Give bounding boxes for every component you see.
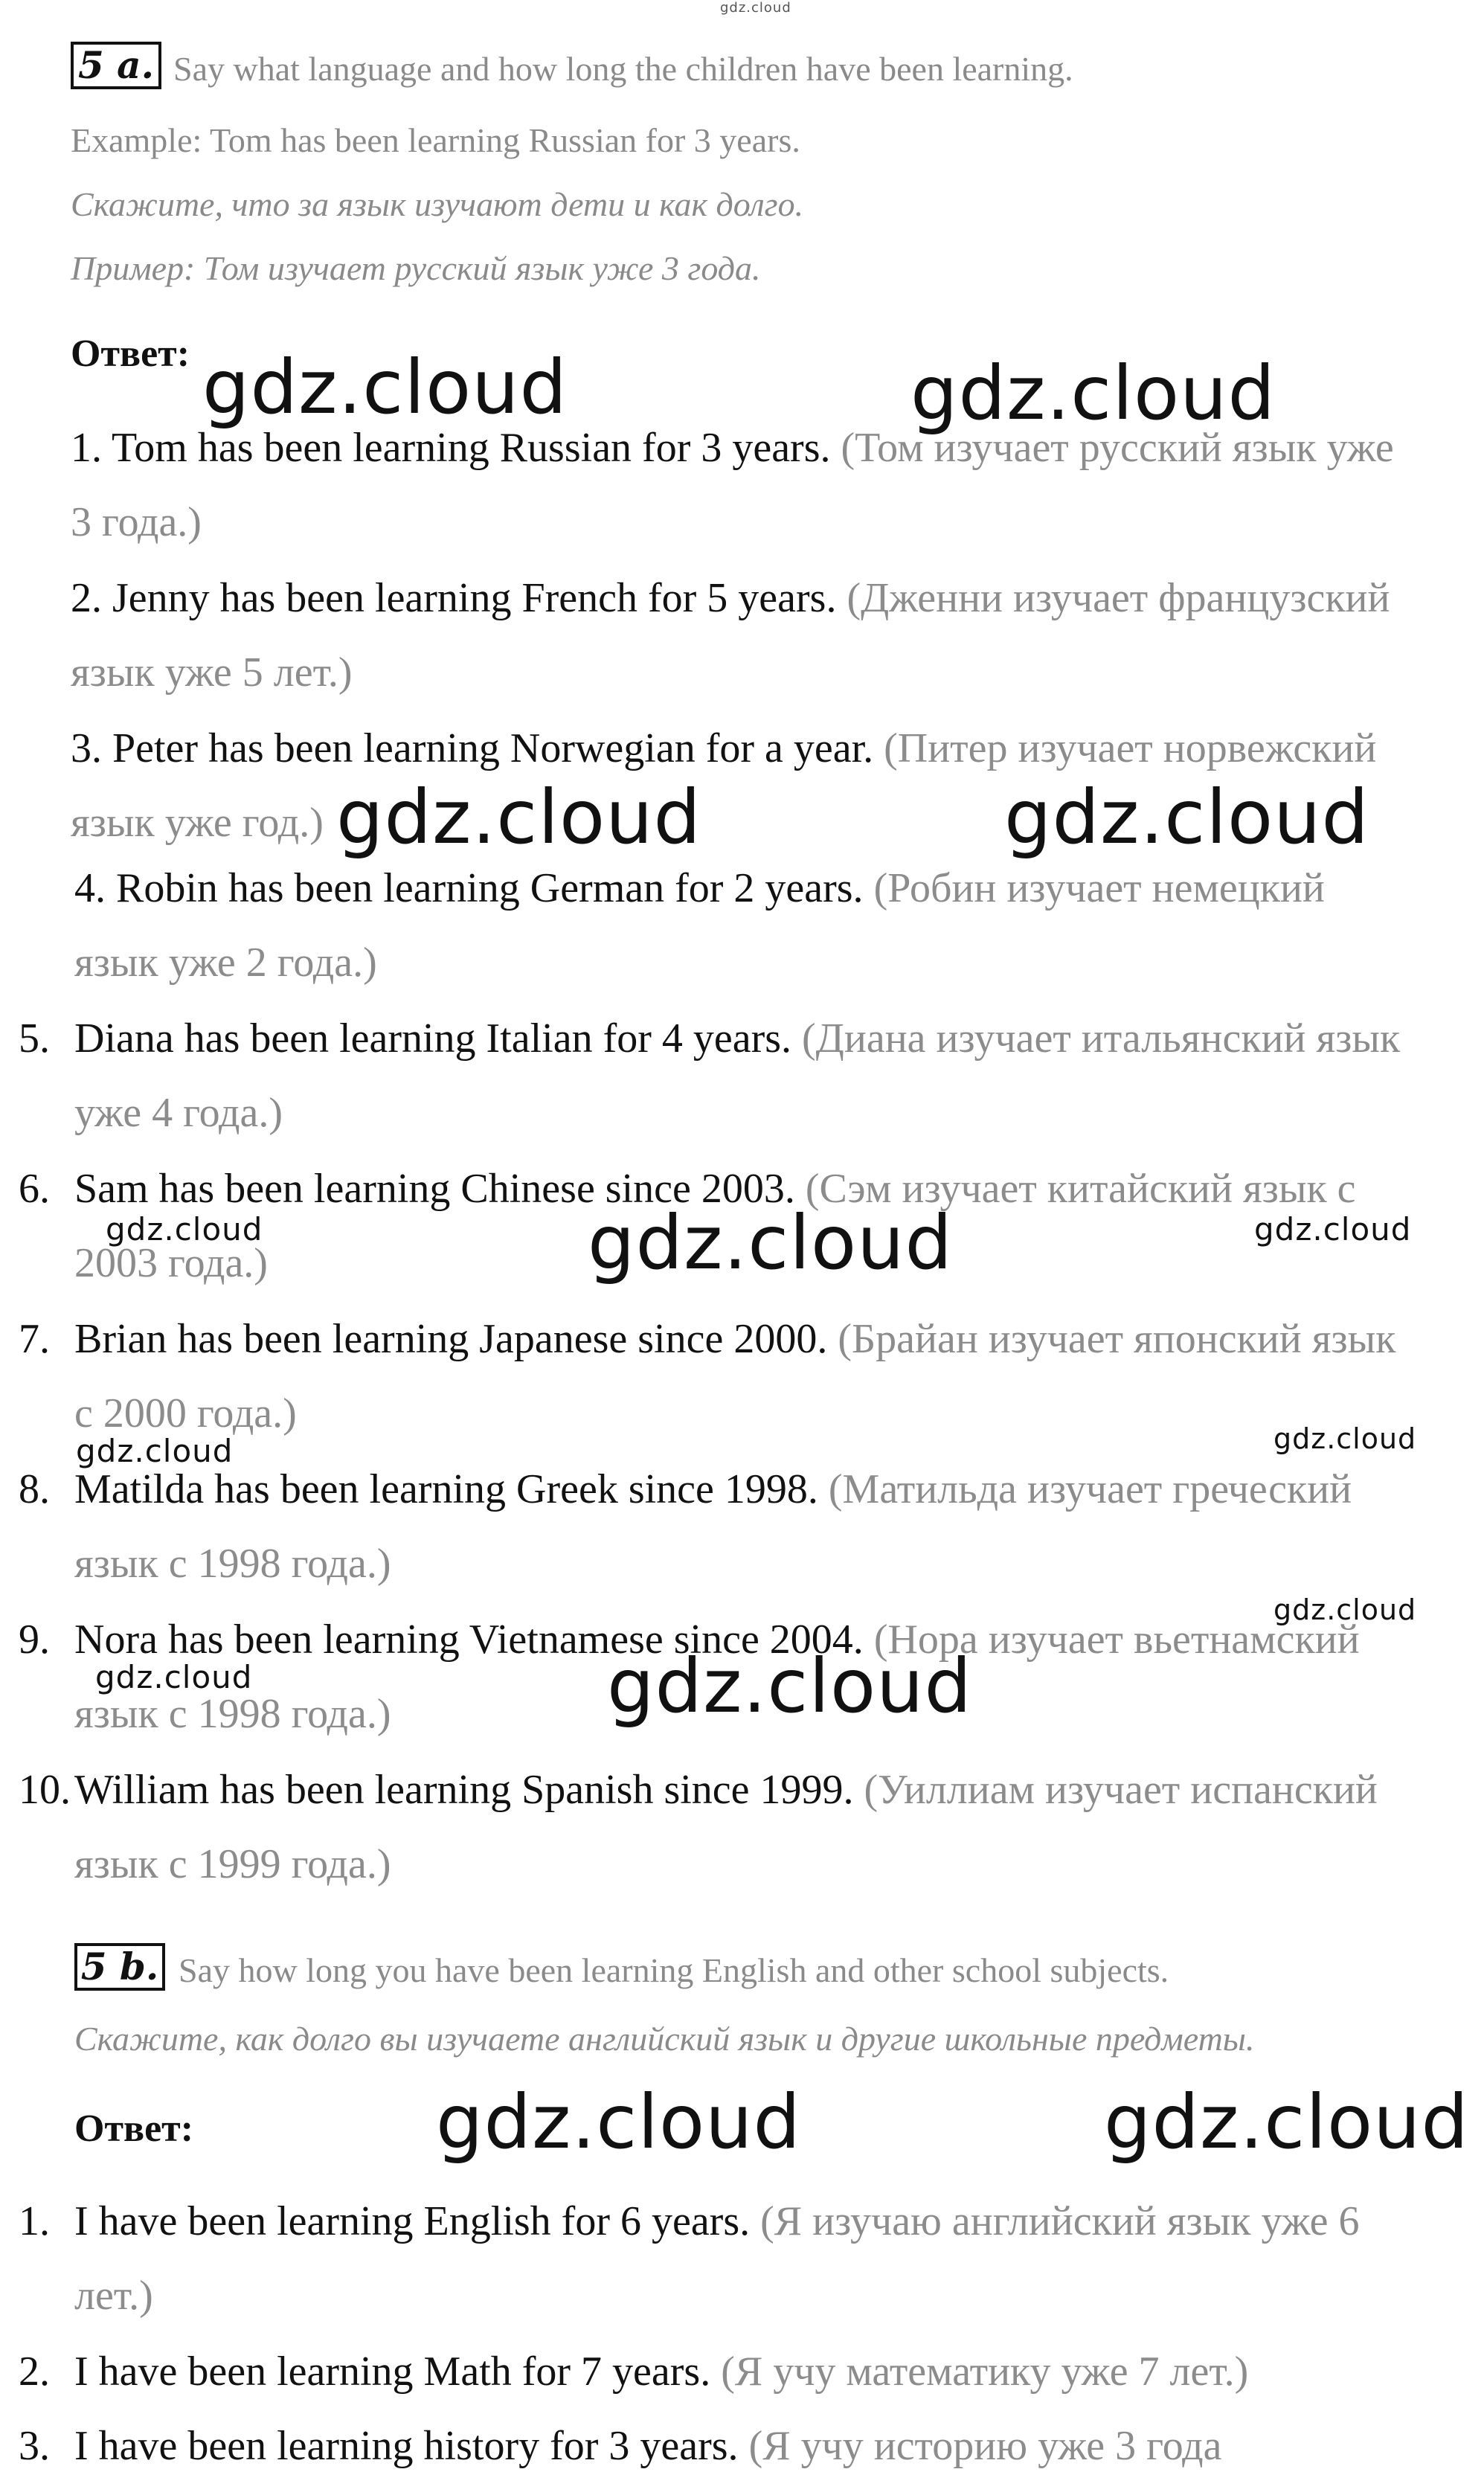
item-translation: (Диана изучает итальянский язык [802,1015,1401,1062]
item-number: 8. [19,1466,50,1512]
item-translation-cont: язык уже год.) [71,800,324,846]
list-item [71,574,1390,622]
item-english: Robin has been learning German for 2 years. [116,865,864,911]
item-translation: (Матильда изучает греческий [828,1466,1352,1512]
watermark: gdz.cloud [336,774,702,861]
list-item [71,725,1376,772]
list-item [74,1015,1400,1062]
instruction-en: Say how long you have been learning English and other school subjects. [179,1951,1169,1989]
item-translation: (Уиллиам изучает испанский [864,1767,1378,1813]
answer-label-a: Ответ: [71,333,190,375]
item-translation-cont: с 2000 года.) [74,1390,297,1436]
watermark: gdz.cloud [1273,1593,1417,1626]
item-english: Sam has been learning Chinese since 2003. [74,1166,795,1212]
item-number: 2. [19,2349,50,2395]
item-translation: (Я учу историю уже 3 года [748,2423,1222,2469]
watermark: gdz.cloud [910,350,1276,437]
item-translation: (Робин изучает немецкий [873,865,1325,911]
list-item [74,1465,1352,1513]
list-item [74,2422,1272,2470]
exercise-label-5a: 5 a. [71,42,161,89]
item-translation: (Нора изучает вьетнамский [873,1617,1360,1663]
item-translation-cont: язык с 1998 года.) [74,1691,391,1737]
item-number: 10. [19,1767,71,1813]
item-translation-cont: язык с 1999 года.) [74,1841,391,1887]
item-translation: (Том изучает русский язык уже [841,425,1394,471]
list-item [74,2197,1360,2245]
item-translation: (Я изучаю английский язык уже 6 [760,2198,1360,2244]
watermark: gdz.cloud [202,344,568,431]
instruction-en: Say what language and how long the children have been learning. [173,50,1073,88]
list-item [74,1766,1378,1814]
list-item [74,2348,1248,2395]
item-number: 3. [71,725,102,771]
item-english: Diana has been learning Italian for 4 years. [74,1015,792,1062]
item-english: Peter has been learning Norwegian for a year. [112,725,874,771]
item-translation: (Питер изучает норвежский [884,725,1377,771]
item-number: 1. [71,425,102,471]
answer-label-b: Ответ: [74,2107,194,2150]
exercise-label-5b: 5 b. [74,1943,165,1991]
item-translation-cont: 3 года.) [71,499,202,545]
item-english: Jenny has been learning French for 5 years. [112,575,837,621]
instruction-ru: Скажите, что за язык изучают дети и как долго. [71,185,804,223]
watermark: gdz.cloud [95,1659,253,1695]
list-item [74,864,1325,912]
item-number: 6. [19,1166,50,1212]
watermark: gdz.cloud [1004,774,1370,861]
watermark: gdz.cloud [436,2078,802,2166]
item-translation-cont: язык с 1998 года.) [74,1541,391,1587]
watermark: gdz.cloud [607,1643,973,1730]
item-translation: (Сэм изучает китайский язык с [805,1166,1356,1212]
item-english: I have been learning Math for 7 years. [74,2349,711,2395]
item-translation-cont: 2003 года.) [74,1240,268,1286]
item-english: I have been learning history for 3 years. [74,2423,739,2469]
item-number: 7. [19,1316,50,1362]
item-translation-cont: уже 4 года.) [74,1090,283,1136]
item-english: Tom has been learning Russian for 3 years. [112,425,831,471]
item-translation-cont: лет.) [74,2273,153,2319]
list-item [74,1315,1395,1363]
watermark: gdz.cloud [588,1199,954,1286]
item-translation: (Дженни изучает французский [847,575,1390,621]
item-translation: (Я учу математику уже 7 лет.) [721,2349,1249,2395]
item-number: 1. [19,2198,50,2244]
item-english: I have been learning English for 6 years. [74,2198,751,2244]
header-watermark: gdz.cloud [720,0,791,16]
watermark: gdz.cloud [106,1211,263,1248]
example-en: Example: Tom has been learning Russian for 3 years. [71,121,800,159]
item-number: 4. [74,865,106,911]
example-ru: Пример: Том изучает русский язык уже 3 года. [71,249,761,287]
item-translation-cont: язык уже 5 лет.) [71,649,353,696]
item-number: 9. [19,1617,50,1663]
item-number: 2. [71,575,102,621]
item-english: Brian has been learning Japanese since 2000. [74,1316,828,1362]
watermark: gdz.cloud [1254,1211,1412,1248]
watermark: gdz.cloud [1273,1422,1417,1455]
watermark: gdz.cloud [1104,2078,1470,2166]
item-english: Matilda has been learning Greek since 1998. [74,1466,818,1512]
item-number: 3. [19,2423,50,2469]
item-english: William has been learning Spanish since 1999. [74,1767,854,1813]
item-number: 5. [19,1015,50,1062]
item-english: Nora has been learning Vietnamese since 2004. [74,1617,864,1663]
item-translation: (Брайан изучает японский язык [838,1316,1396,1362]
instruction-ru: Скажите, как долго вы изучаете английский язык и другие школьные предметы. [74,2020,1255,2058]
watermark: gdz.cloud [76,1433,234,1469]
item-translation-cont: язык уже 2 года.) [74,940,377,986]
